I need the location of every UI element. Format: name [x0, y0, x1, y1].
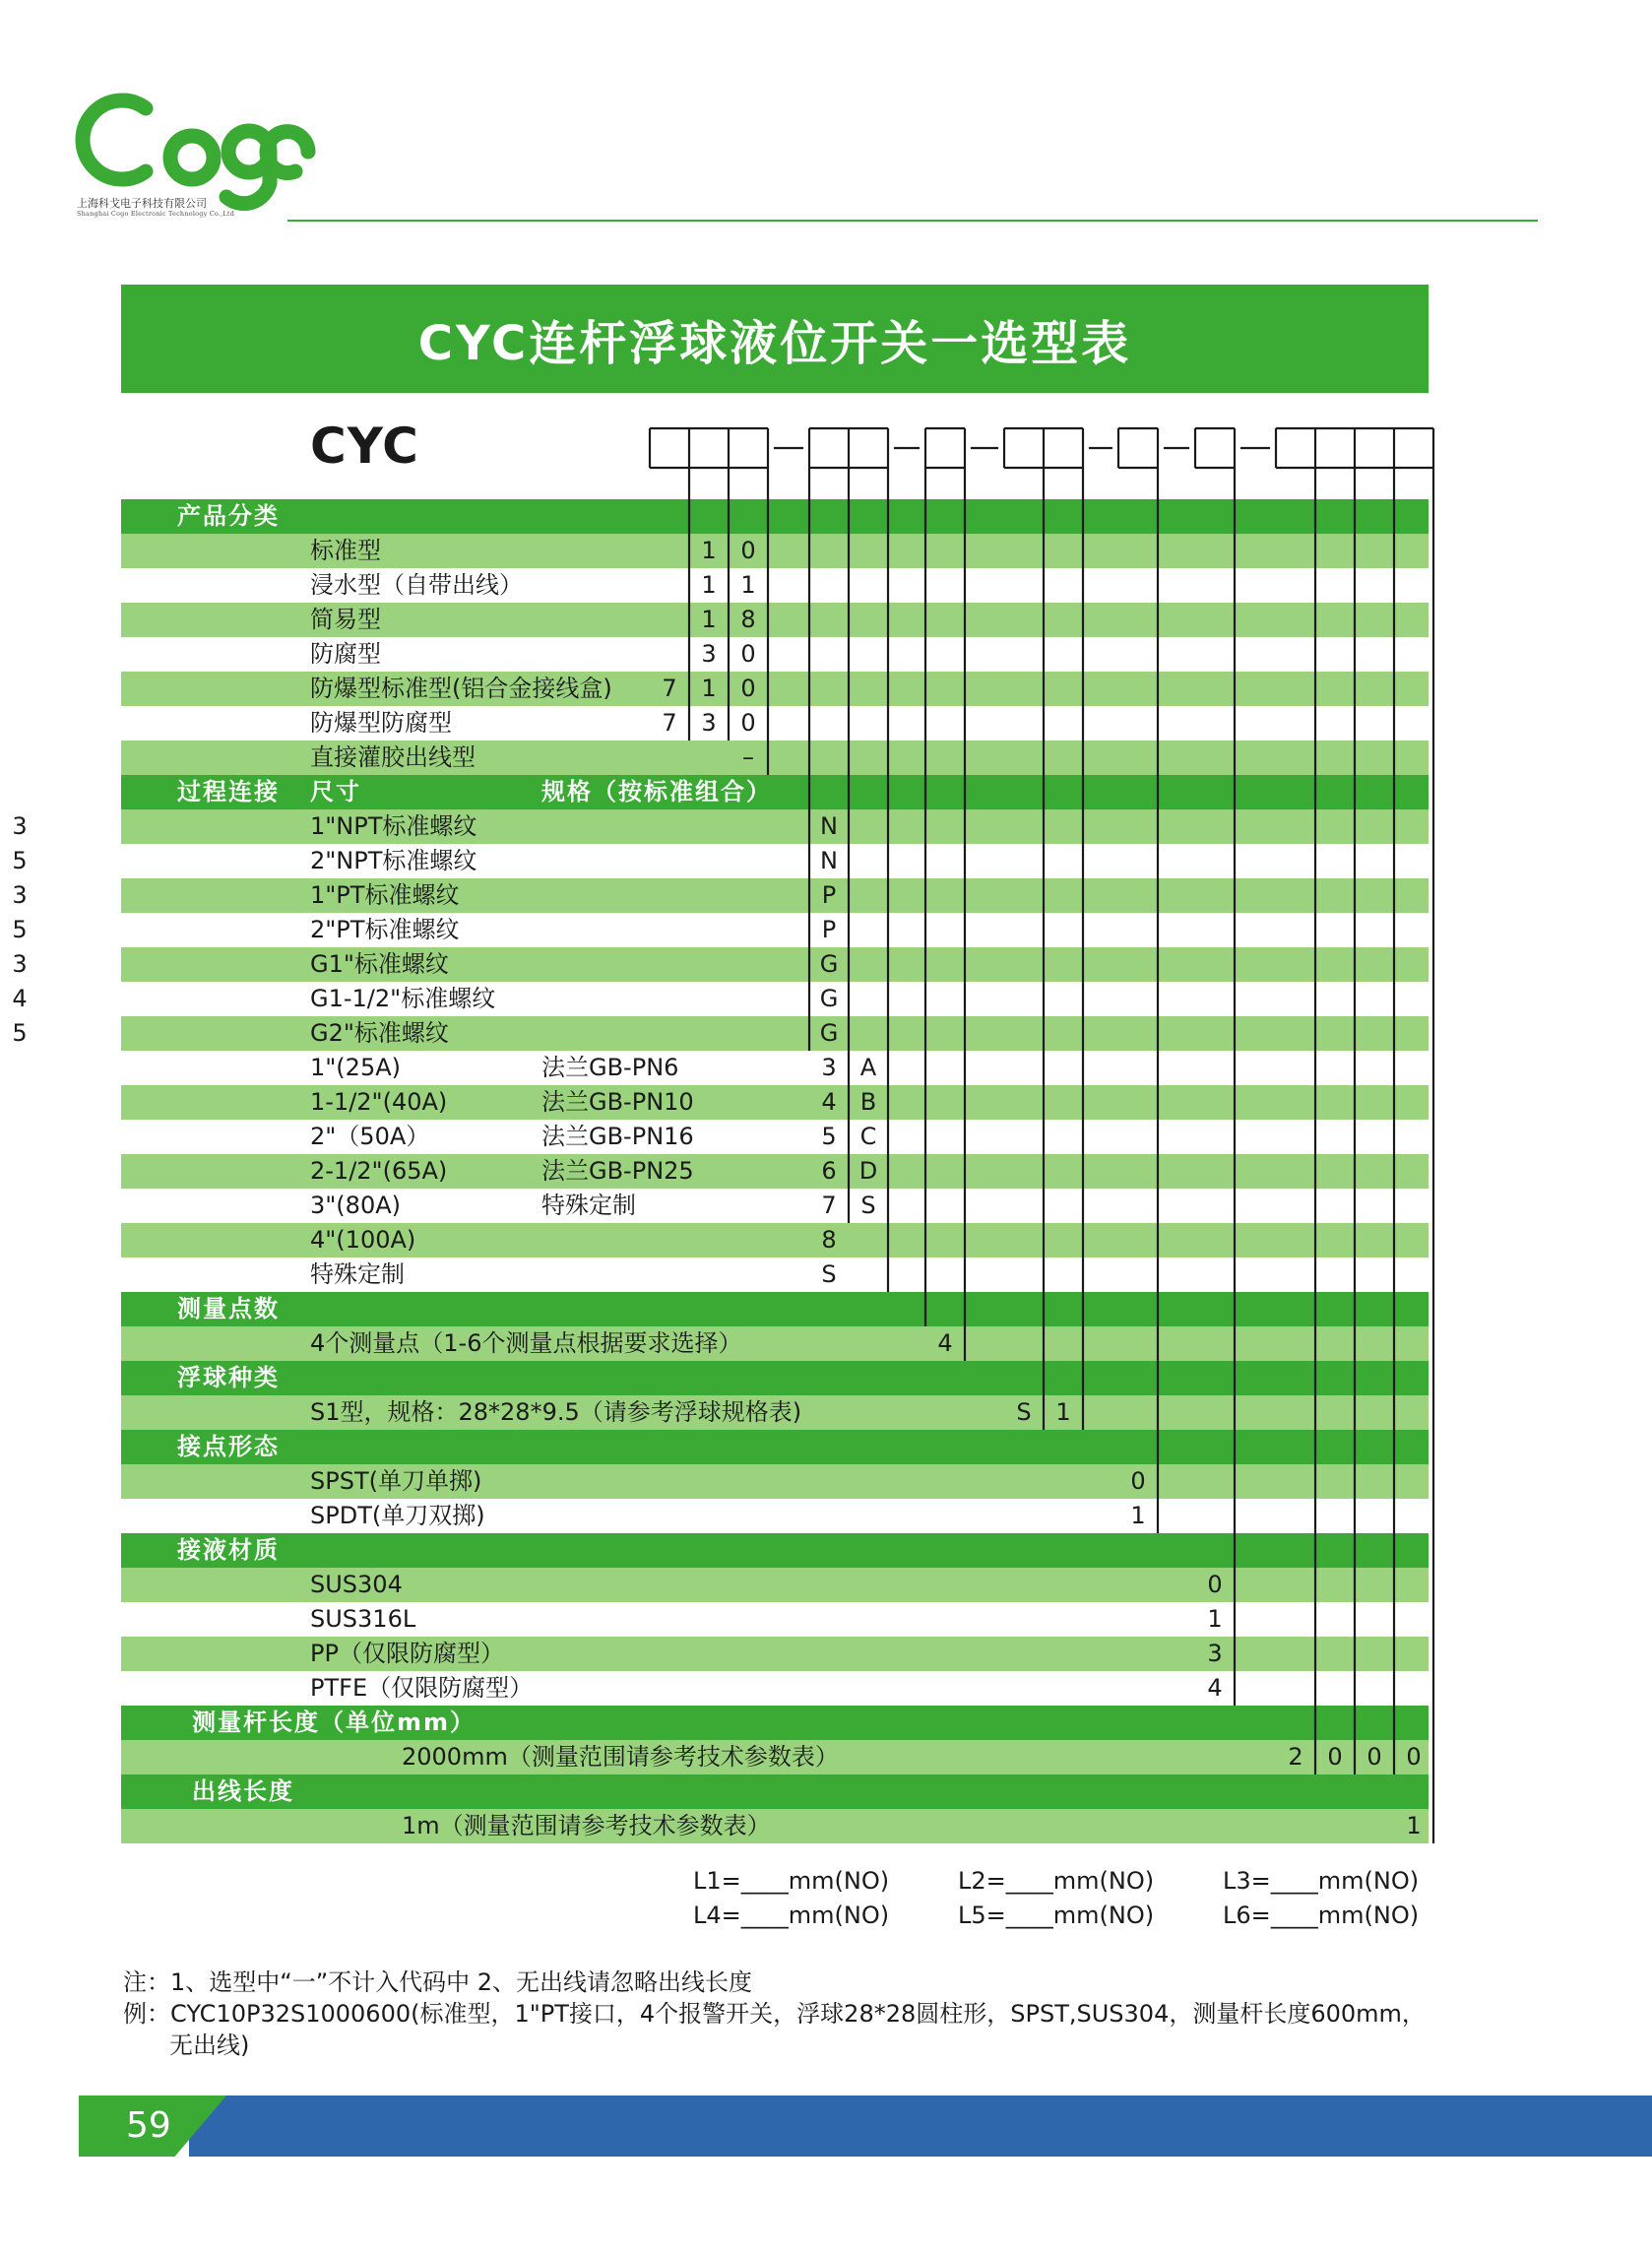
row-spec: 法兰GB-PN16: [541, 1123, 694, 1150]
code-char: 0: [740, 709, 756, 737]
code-char: 8: [740, 606, 756, 633]
code-char: 5: [12, 1019, 28, 1047]
code-char: 1: [740, 571, 756, 599]
code-char: 0: [740, 537, 756, 564]
row-label: 直接灌胶出线型: [310, 743, 476, 771]
section-heading: 测量杆长度（单位mm）: [192, 1709, 477, 1736]
code-char: 7: [821, 1192, 837, 1219]
code-char: 5: [821, 1123, 837, 1150]
code-char: 3: [12, 950, 28, 978]
section-heading: 接点形态: [177, 1433, 280, 1460]
row-label: 浸水型（自带出线）: [310, 571, 523, 599]
example-line: 例：CYC10P32S1000600(标准型，1"PT接口，4个报警开关，浮球28*28圆柱形，SPST,SUS304，测量杆长度600mm，: [123, 2000, 1426, 2028]
code-char: 0: [740, 640, 756, 668]
code-char: N: [820, 847, 838, 874]
code-char: 0: [1207, 1571, 1223, 1598]
company-name-en: Shanghai Cogo Electronic Technology Co.,Ltd: [77, 210, 235, 218]
code-char: G: [819, 950, 839, 978]
row-spec: 法兰GB-PN10: [541, 1088, 694, 1116]
code-char: 0: [1327, 1743, 1343, 1771]
row-label: 1-1/2"(40A): [310, 1088, 448, 1116]
code-char: 6: [821, 1157, 837, 1185]
code-char: G: [819, 985, 839, 1012]
row-label: PTFE（仅限防腐型）: [310, 1674, 534, 1702]
row-label: 防爆型防腐型: [310, 709, 452, 737]
code-char: 1: [1406, 1812, 1422, 1839]
model-code-prefix: CYC: [310, 418, 419, 475]
section-subheading-spec: 规格（按标准组合）: [541, 778, 772, 806]
code-char: 4: [12, 985, 28, 1012]
page-number: 59: [126, 2105, 171, 2146]
code-char: S: [821, 1260, 837, 1288]
code-char: 0: [1406, 1743, 1422, 1771]
row-label: 1m（测量范围请参考技术参数表）: [402, 1812, 771, 1839]
row-label: 防爆型标准型(铝合金接线盒): [310, 675, 612, 702]
section-heading: 产品分类: [177, 502, 280, 530]
row-label: 2000mm（测量范围请参考技术参数表）: [402, 1743, 839, 1771]
row-spec: 法兰GB-PN6: [541, 1054, 679, 1081]
code-char: N: [820, 812, 838, 840]
row-spec: 特殊定制: [541, 1192, 636, 1219]
code-char: 1: [1055, 1398, 1071, 1426]
row-label: 特殊定制: [310, 1260, 405, 1288]
code-char: 3: [701, 640, 717, 668]
section-heading: 接液材质: [177, 1536, 280, 1564]
l1-spec: L1=____mm(NO): [693, 1867, 890, 1895]
code-char: 1: [1207, 1605, 1223, 1633]
code-char: 0: [1130, 1467, 1146, 1495]
code-char: 5: [12, 847, 28, 874]
code-char: P: [821, 881, 837, 909]
l3-spec: L3=____mm(NO): [1223, 1867, 1420, 1895]
code-char: D: [858, 1157, 878, 1185]
code-char: 4: [937, 1329, 953, 1357]
code-char: 0: [740, 675, 756, 702]
row-label: SPST(单刀单掷): [310, 1467, 482, 1495]
row-label: 2-1/2"(65A): [310, 1157, 448, 1185]
code-char: 0: [1366, 1743, 1382, 1771]
row-label: S1型，规格：28*28*9.5（请参考浮球规格表): [310, 1398, 802, 1426]
code-char: A: [859, 1054, 877, 1081]
row-label: 4"(100A): [310, 1226, 416, 1254]
company-name-cn: 上海科戈电子科技有限公司: [77, 197, 207, 210]
code-char: G: [819, 1019, 839, 1047]
code-char: 4: [821, 1088, 837, 1116]
l6-spec: L6=____mm(NO): [1223, 1902, 1420, 1929]
row-label: SUS304: [310, 1571, 403, 1598]
code-char: 3: [701, 709, 717, 737]
code-char: –: [742, 743, 754, 771]
code-char: 3: [12, 881, 28, 909]
row-label: PP（仅限防腐型）: [310, 1640, 504, 1667]
section-heading: 测量点数: [177, 1295, 280, 1322]
row-label: 2"（50A）: [310, 1123, 430, 1150]
row-spec: 法兰GB-PN25: [541, 1157, 694, 1185]
code-char: 5: [12, 916, 28, 943]
row-label: 3"(80A): [310, 1192, 401, 1219]
code-char: 7: [662, 675, 677, 702]
note-line: 注：1、选型中“一”不计入代码中 2、无出线请忽略出线长度: [123, 1968, 753, 1996]
row-label: SUS316L: [310, 1605, 416, 1633]
code-char: C: [859, 1123, 877, 1150]
code-char: 1: [701, 606, 717, 633]
code-char: 2: [1288, 1743, 1303, 1771]
row-label: 标准型: [310, 537, 381, 564]
section-subheading-size: 尺寸: [310, 778, 361, 806]
code-char: 1: [701, 571, 717, 599]
row-label: G1"标准螺纹: [310, 950, 449, 978]
code-char: 3: [821, 1054, 837, 1081]
row-label: SPDT(单刀双掷): [310, 1502, 485, 1529]
code-char: S: [860, 1192, 876, 1219]
row-label: 防腐型: [310, 640, 381, 668]
row-label: 1"PT标准螺纹: [310, 881, 460, 909]
section-heading: 出线长度: [192, 1777, 294, 1805]
row-label: 1"(25A): [310, 1054, 401, 1081]
row-label: G2"标准螺纹: [310, 1019, 449, 1047]
row-label: G1-1/2"标准螺纹: [310, 985, 496, 1012]
code-char: 1: [1130, 1502, 1146, 1529]
code-char: 1: [701, 675, 717, 702]
code-char: 1: [701, 537, 717, 564]
code-char: 3: [1207, 1640, 1223, 1667]
row-label: 1"NPT标准螺纹: [310, 812, 477, 840]
code-char: S: [1016, 1398, 1032, 1426]
code-char: 3: [12, 812, 28, 840]
l2-spec: L2=____mm(NO): [958, 1867, 1155, 1895]
example-line-cont: 无出线): [169, 2031, 250, 2059]
code-char: 8: [821, 1226, 837, 1254]
page-title: CYC连杆浮球液位开关一选型表: [121, 285, 1429, 393]
code-char: B: [859, 1088, 877, 1116]
section-heading: 过程连接: [177, 778, 280, 806]
row-label: 4个测量点（1-6个测量点根据要求选择）: [310, 1329, 742, 1357]
section-heading: 浮球种类: [177, 1364, 280, 1391]
row-label: 简易型: [310, 606, 381, 633]
code-char: 7: [662, 709, 677, 737]
row-label: 2"NPT标准螺纹: [310, 847, 477, 874]
code-char: P: [821, 916, 837, 943]
footer-band: [189, 2096, 1652, 2157]
code-char: 4: [1207, 1674, 1223, 1702]
l5-spec: L5=____mm(NO): [958, 1902, 1155, 1929]
row-label: 2"PT标准螺纹: [310, 916, 460, 943]
l4-spec: L4=____mm(NO): [693, 1902, 890, 1929]
